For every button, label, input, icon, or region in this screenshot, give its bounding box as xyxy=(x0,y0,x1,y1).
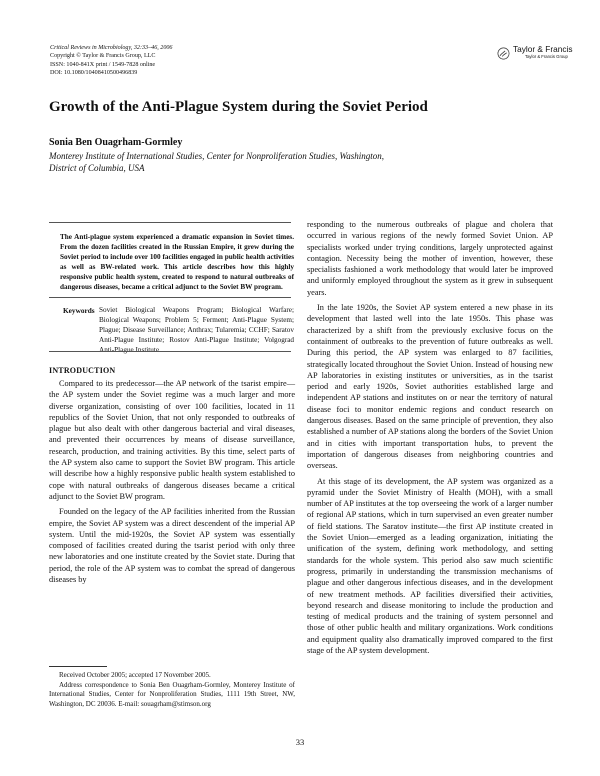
body-paragraph: At this stage of its development, the AP system was organized as a pyramid under the Soviet Ministry of Health (MOH), with a small number of AP institutes at the top overseeing the work of a larger number of regional AP stations, which in turn supervised an even greater number of field stations. The Saratov institute—the first AP institute created in the Soviet Union—emerged as a leading organization, initiating the unification of the system, defining work methodology, and setting standards for the whole system. This period also saw much scientific progress, primarily in understanding the transmission mechanisms of plague and other dangerous infectious diseases, and in the development of new treatment methods. AP facilities diversified their activities, beyond research and disease monitoring to include the production and testing of medical products and the training of system personnel and those of other public health and military organizations. Work conditions and equipment quality also dramatically improved compared to the first stage of the AP system development. xyxy=(307,476,553,655)
journal-citation: Critical Reviews in Microbiology, 32:33–46, 2006 xyxy=(50,45,173,51)
section-heading-introduction: INTRODUCTION xyxy=(49,366,116,375)
abstract-bottom-rule xyxy=(49,297,291,298)
body-column-left xyxy=(49,378,295,585)
keywords-label: Keywords xyxy=(63,306,95,315)
publisher-tagline: Taylor & Francis Group xyxy=(525,54,568,59)
body-paragraph: Compared to its predecessor—the AP network of the tsarist empire—the AP system under the Soviet regime was a much larger and more diverse organization, consisting of over 100 facilities, located in 11 republics of the Soviet Union, that not only responded to outbreaks of plague but also dealt with other dangerous bacterial and viral diseases, and prevented their occurrences by means of disease surveillance, research, production, and training activities. By this time, select parts of the AP system also came to support the Soviet BW program. This article will describe how a highly responsive public health system established to cope with natural outbreaks of dangerous diseases became a critical adjunct to the Soviet BW program. xyxy=(49,379,295,501)
body-column-right xyxy=(307,219,553,656)
article-title: Growth of the Anti-Plague System during the Soviet Period xyxy=(49,99,428,115)
abstract: The Anti-plague system experienced a dramatic expansion in Soviet times. From the dozen facilities created in the Russian Empire, it grew during the Soviet period to include over 100 facilities engaged in public health activities as well as BW-related work. This article describes how this highly responsive public health system, created to respond to natural outbreaks of dangerous diseases, became a critical adjunct to the Soviet BW program. xyxy=(60,233,294,291)
publisher-name: Taylor & Francis xyxy=(513,44,573,54)
body-paragraph: In the late 1920s, the Soviet AP system entered a new phase in its development that lasted well into the late 1950s. This phase was characterized by a shift from the previously exclusive focus on the containment of outbreaks to the prevention of future outbreaks as well. During this period, the AP system was enlarged to 87 facilities, strategically located throughout the Soviet Union. Instead of housing new AP laboratories in existing institutes or universities, as in the tsarist period and early 1920s, Soviet authorities established large and independent AP stations and institutes on or near the territory of natural disease foci to monitor endemic regions and conduct research on dangerous diseases. Based on the same principle of prevention, they also established a number of AP stations along the borders of the Soviet Union and in cities with important transportation hubs, to prevent the importation of dangerous diseases from neighboring countries and overseas. xyxy=(307,303,553,471)
doi-line: DOI: 10.1080/10408410500496839 xyxy=(50,70,138,77)
issn-line: ISSN: 1040-841X print / 1549-7828 online xyxy=(50,61,156,68)
keywords-list: Soviet Biological Weapons Program; Biological Warfare; Biological Weapons; Problem 5; Ferment; Anti-Plague System; Plague; Disease Surveillance; Anthrax; Tularemia; CCHF; Saratov Anti-Plague Institute; Rostov Anti-Plague Institute; Volgograd Anti-Plague Institute xyxy=(99,306,294,354)
author-affiliation: Monterey Institute of International Studies, Center for Nonproliferation Studies, Washington, District of Columbia, USA xyxy=(49,151,384,173)
body-paragraph: Founded on the legacy of the AP facilities inherited from the Russian empire, the Soviet AP system was a direct descendent of the imperial AP system. Until the mid-1920s, the Soviet AP system was essentially composed of facilities created during the tsarist period with only three new laboratories and one institute created by the Soviet state. During that period, the role of the AP system was to combat the spread of dangerous diseases by xyxy=(49,507,295,585)
publisher-logo xyxy=(497,46,572,60)
footnote xyxy=(49,671,295,710)
body-paragraph: responding to the numerous outbreaks of plague and cholera that occurred in various regions of the newly formed Soviet Union. AP specialists worked under trying conditions, largely unprotected against contagion. Necessity being the mother of invention, however, these specialists fashioned a work methodology that would later be improved and uniformly employed throughout the system as it grew in subsequent years. xyxy=(307,220,553,297)
page-number: 33 xyxy=(295,737,305,747)
copyright-line: Copyright © Taylor & Francis Group, LLC xyxy=(50,53,156,60)
keywords-bottom-rule xyxy=(49,351,291,352)
footnote-rule xyxy=(49,666,107,667)
abstract-top-rule xyxy=(49,222,291,223)
author-name: Sonia Ben Ouagrham-Gormley xyxy=(49,137,183,148)
received-date: Received October 2005; accepted 17 November 2005. xyxy=(59,671,211,679)
publisher-mark-icon xyxy=(497,47,510,60)
journal-meta xyxy=(50,44,172,78)
correspondence-address: Address correspondence to Sonia Ben Ouagrham-Gormley, Monterey Institute of International Studies, Center for Nonproliferation Studies, 1111 19th Street, NW, Washington, DC 20036. E-mail: souagrham@stimson.org xyxy=(49,680,295,709)
